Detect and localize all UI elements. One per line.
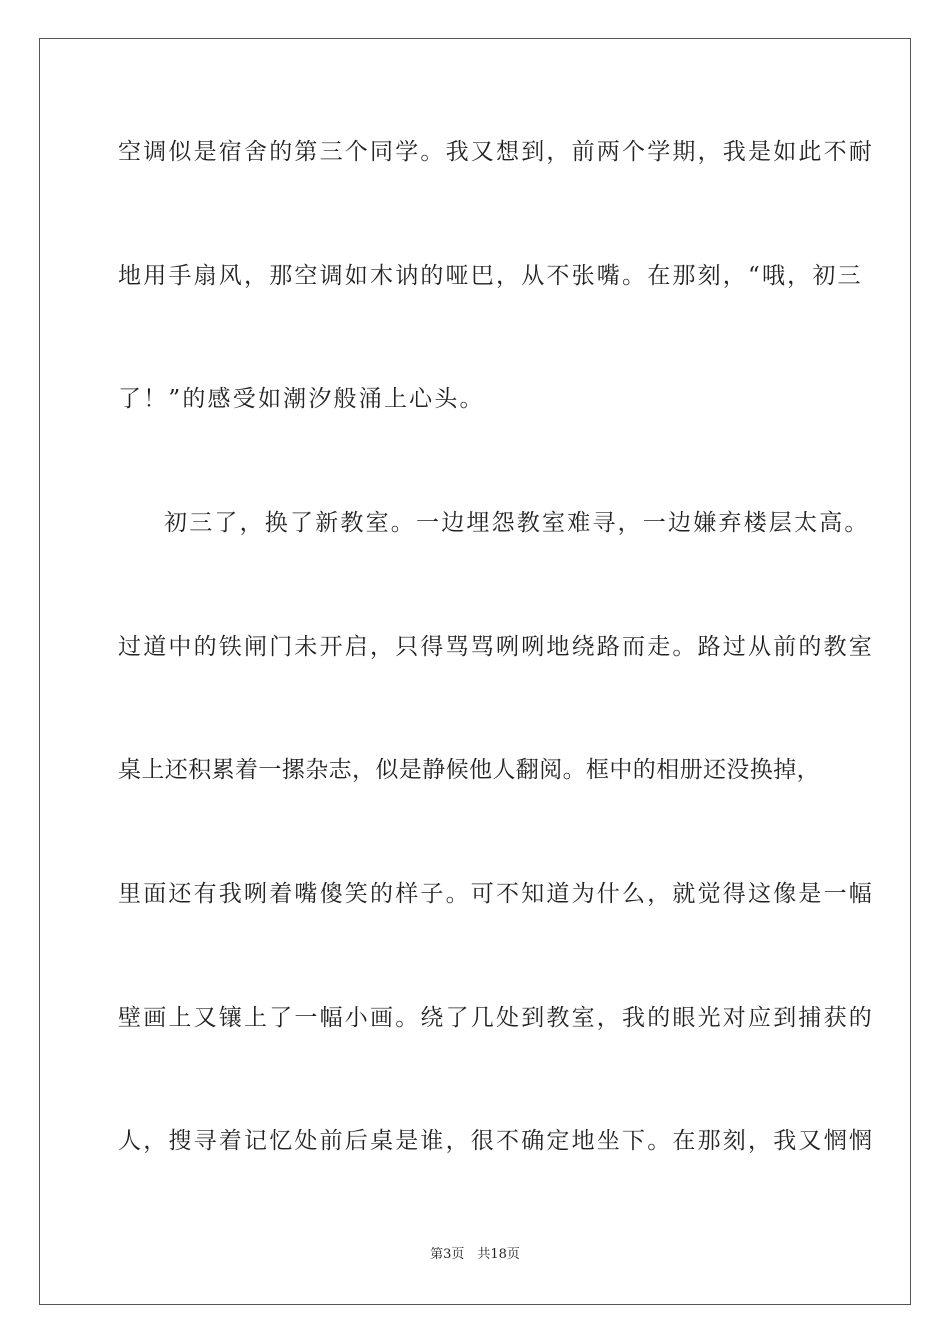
text-line-6: 桌上还积累着一摞杂志，似是静候他人翻阅。框中的相册还没换掉， [118, 757, 820, 783]
text-line-7: 里面还有我咧着嘴傻笑的样子。可不知道为什么，就觉得这像是一幅 [118, 881, 874, 907]
text-line-1: 空调似是宿舍的第三个同学。我又想到，前两个学期，我是如此不耐 [118, 139, 874, 165]
text-line-9: 人，搜寻着记忆处前后桌是谁，很不确定地坐下。在那刻，我又惘惘 [118, 1128, 874, 1154]
text-line-2: 地用手扇风，那空调如木讷的哑巴，从不张嘴。在那刻，“哦，初三 [118, 263, 863, 289]
text-line-8: 壁画上又镶上了一幅小画。绕了几处到教室，我的眼光对应到捕获的 [118, 1005, 874, 1031]
text-line-5: 过道中的铁闸门未开启，只得骂骂咧咧地绕路而走。路过从前的教室 [118, 634, 874, 660]
page-number-footer: 第3页 共18页 [430, 1247, 520, 1262]
text-line-3: 了！”的感受如潮汐般涌上心头。 [118, 386, 485, 412]
text-line-4-paragraph-start: 初三了，换了新教室。一边埋怨教室难寻，一边嫌弃楼层太高。 [164, 510, 870, 536]
page-border [39, 38, 911, 1305]
